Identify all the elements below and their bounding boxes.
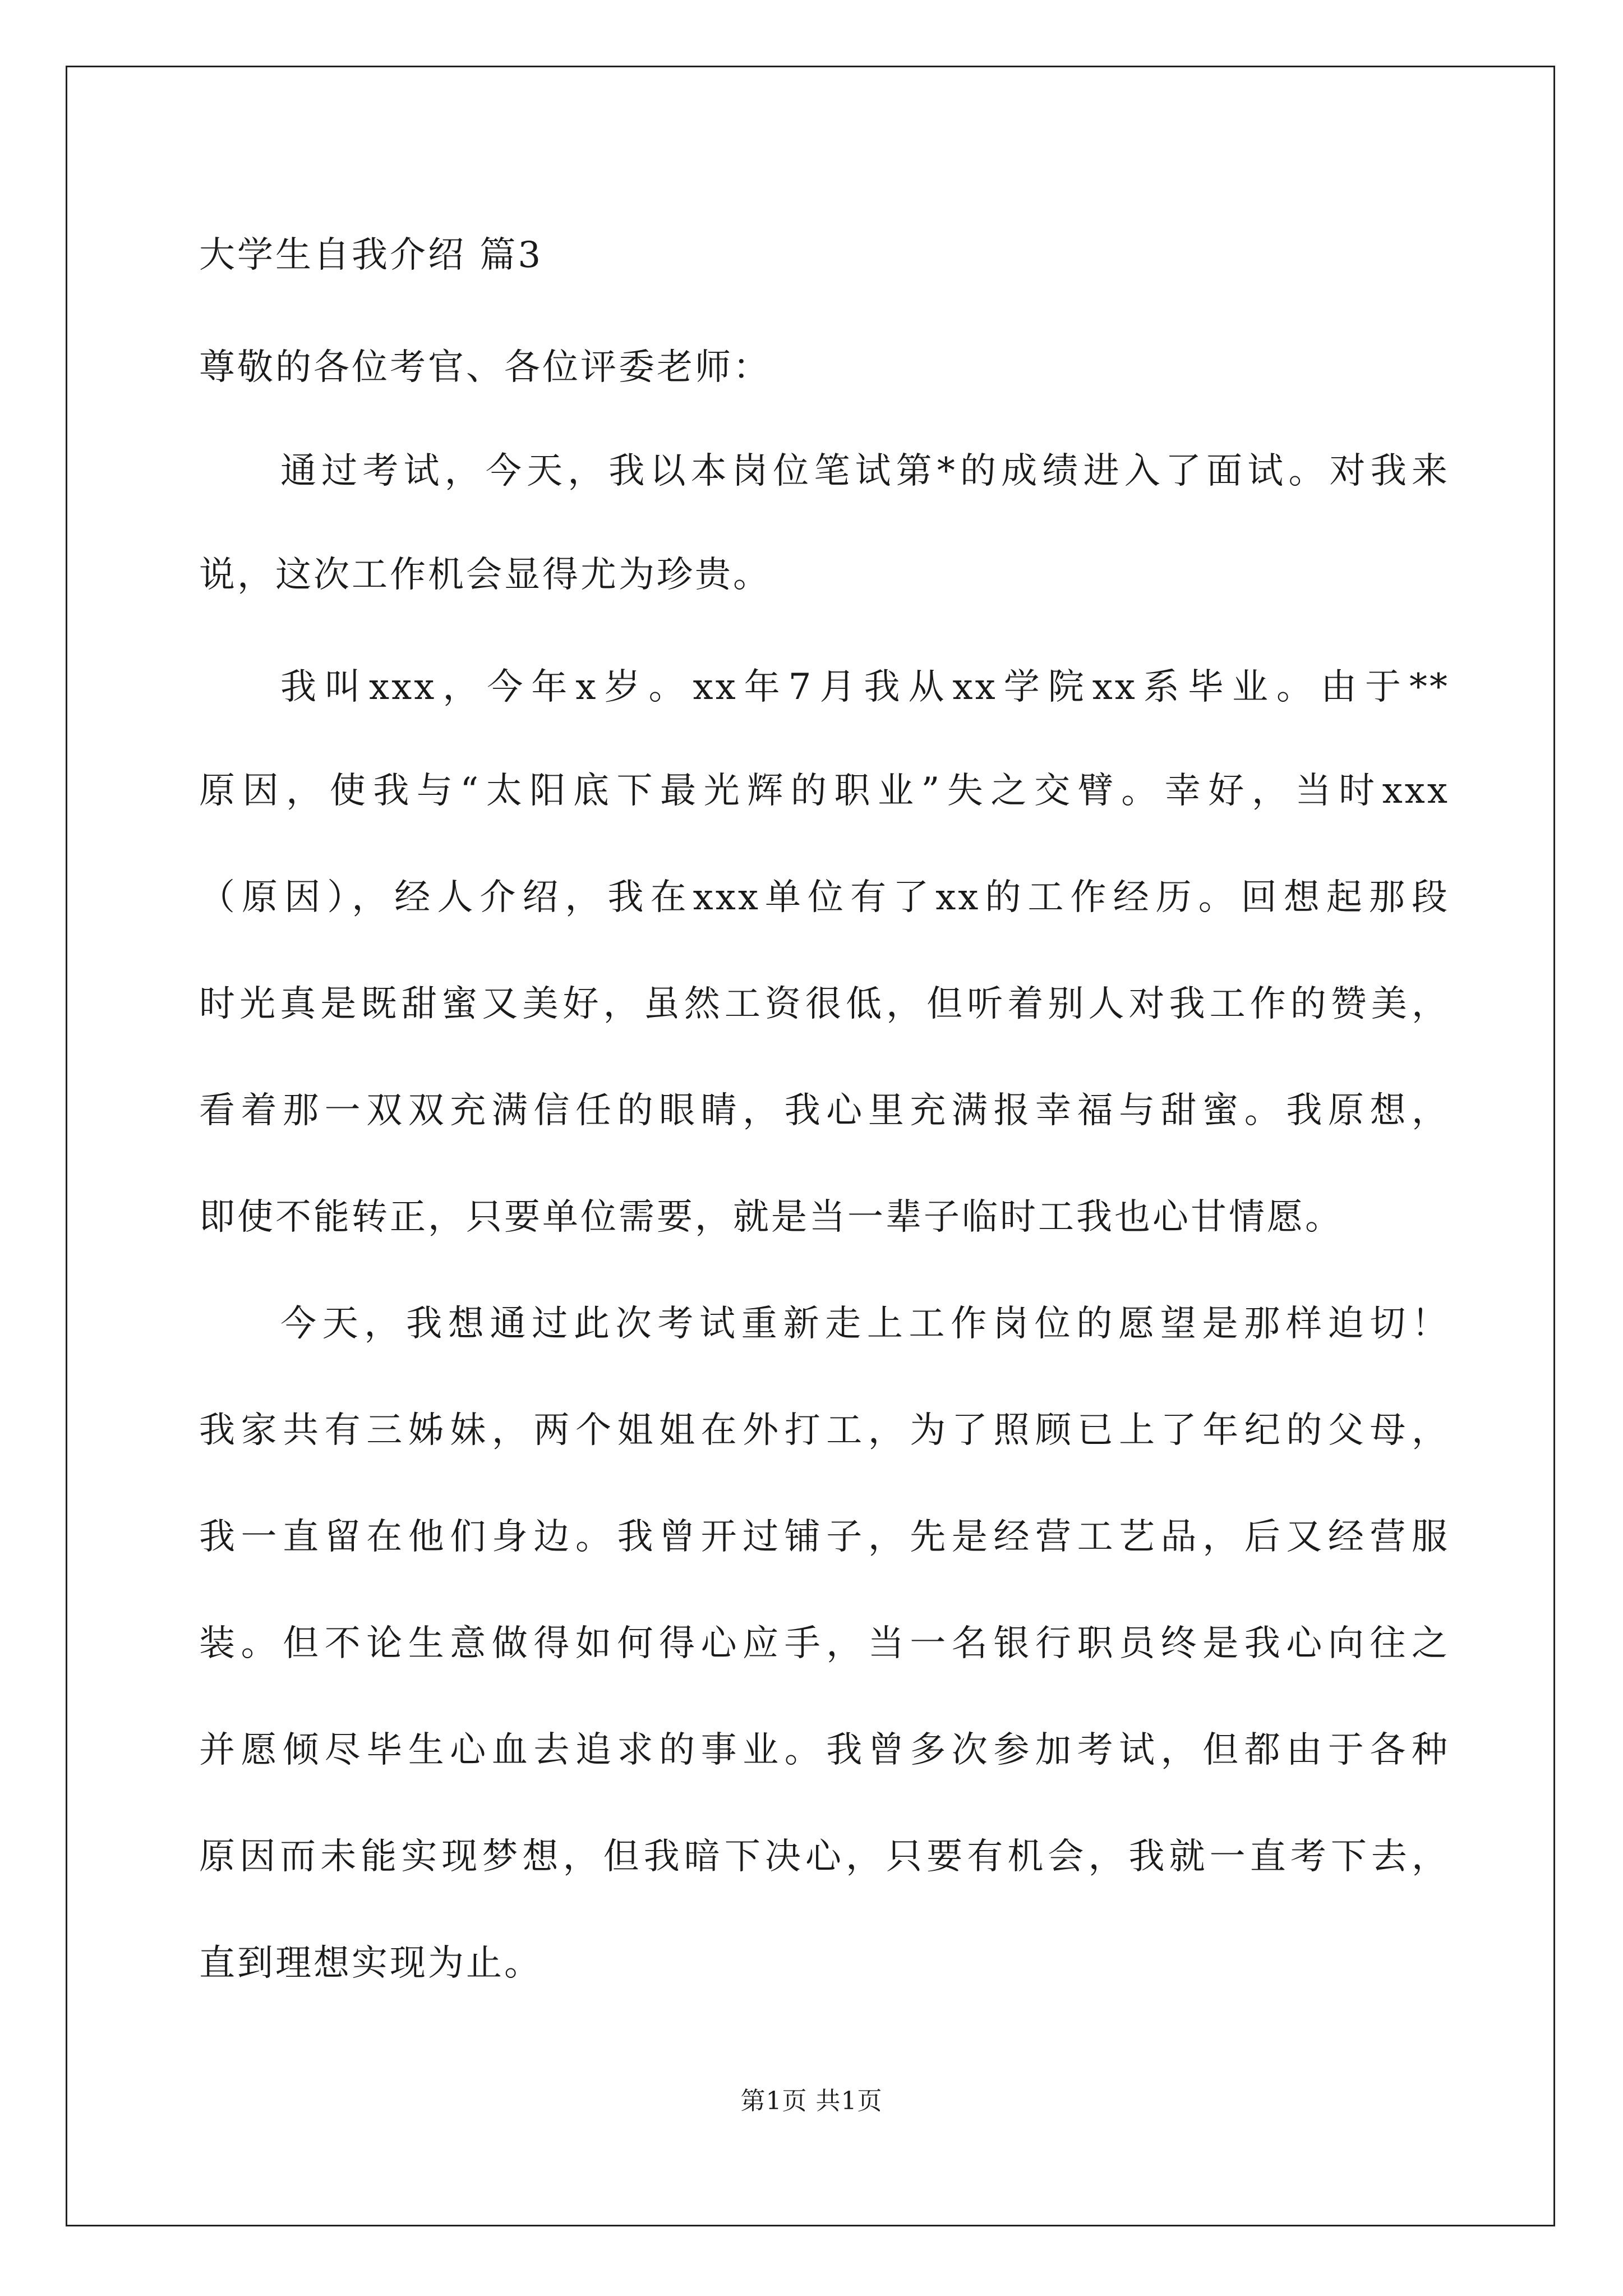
- page-number-footer: 第1页 共1页: [740, 2087, 883, 2115]
- paragraph-line: 时光真是既甜蜜又美好，虽然工资很低，但听着别人对我工作的赞美，: [199, 983, 1450, 1025]
- salutation: 尊敬的各位考官、各位评委老师：: [199, 347, 771, 388]
- paragraph-line: 原因而未能实现梦想，但我暗下决心，只要有机会，我就一直考下去，: [199, 1836, 1450, 1878]
- paragraph-line: （原因），经人介绍，我在xxx单位有了xx的工作经历。回想起那段: [199, 877, 1450, 918]
- paragraph-line: 我一直留在他们身边。我曾开过铺子，先是经营工艺品，后又经营服: [199, 1516, 1450, 1558]
- paragraph-line: 直到理想实现为止。: [199, 1943, 542, 1984]
- paragraph-line: 并愿倾尽毕生心血去追求的事业。我曾多次参加考试，但都由于各种: [199, 1729, 1450, 1771]
- paragraph-line: 原因，使我与“太阳底下最光辉的职业”失之交臂。幸好，当时xxx: [199, 770, 1450, 812]
- paragraph-line: 看着那一双双充满信任的眼睛，我心里充满报幸福与甜蜜。我原想，: [199, 1090, 1450, 1131]
- paragraph-line: 装。但不论生意做得如何得心应手，当一名银行职员终是我心向往之: [199, 1623, 1450, 1664]
- paragraph-line: 即使不能转正，只要单位需要，就是当一辈子临时工我也心甘情愿。: [199, 1197, 1343, 1238]
- paragraph-line: 通过考试，今天，我以本岗位笔试第*的成绩进入了面试。对我来: [280, 450, 1450, 492]
- paragraph-line: 我家共有三姊妹，两个姐姐在外打工，为了照顾已上了年纪的父母，: [199, 1410, 1450, 1451]
- document-heading: 大学生自我介绍 篇3: [199, 234, 543, 276]
- paragraph-line: 我叫xxx，今年x岁。xx年7月我从xx学院xx系毕业。由于**: [280, 666, 1450, 708]
- paragraph-line: 说，这次工作机会显得尤为珍贵。: [199, 554, 771, 596]
- paragraph-line: 今天，我想通过此次考试重新走上工作岗位的愿望是那样迫切！: [280, 1303, 1450, 1345]
